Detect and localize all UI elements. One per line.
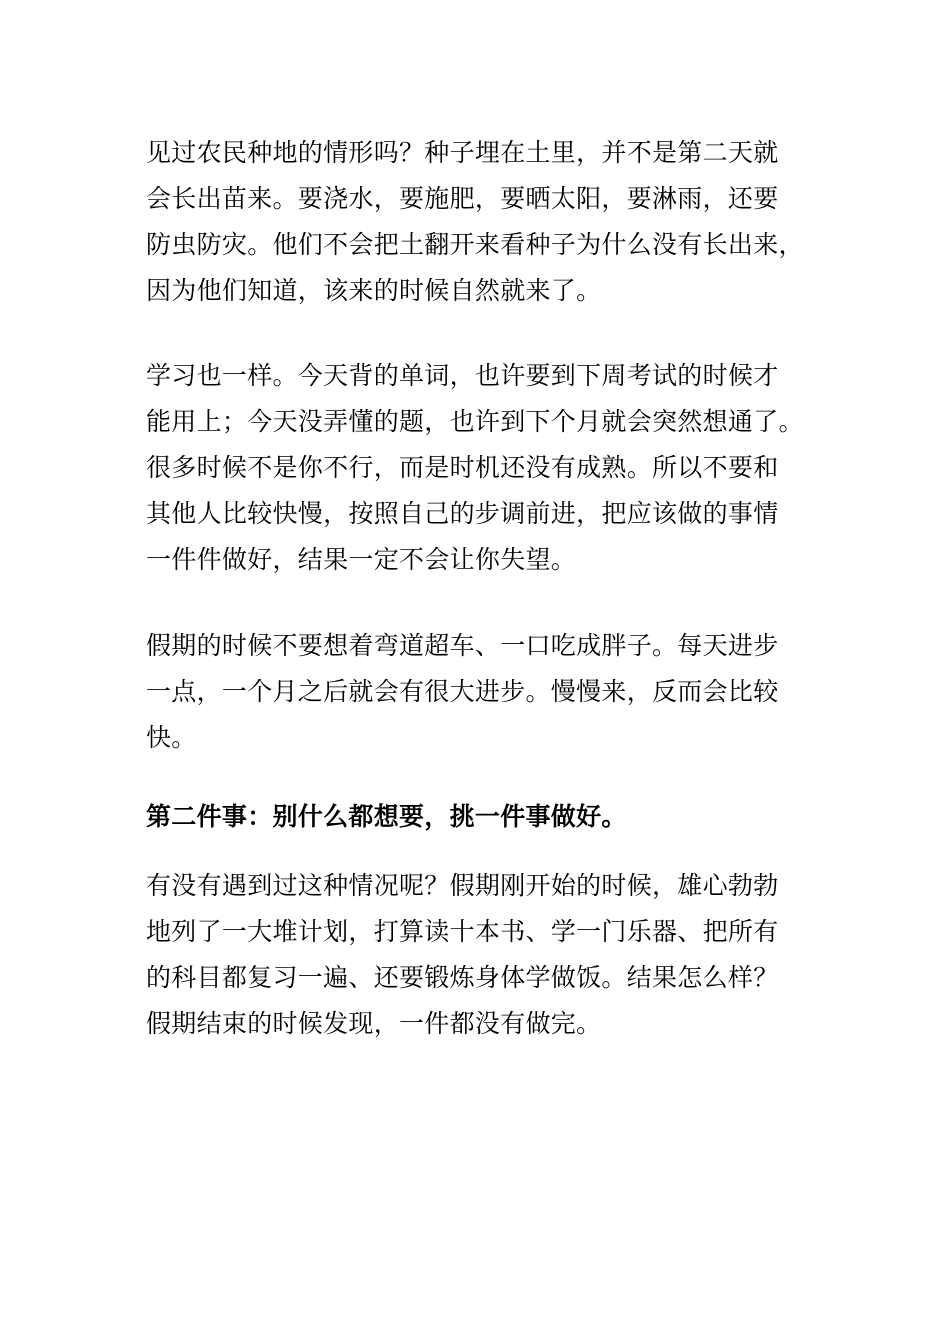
paragraph-learning: [146, 353, 806, 583]
paragraph-seeds: [146, 130, 806, 314]
paragraph-line: 快。: [146, 723, 197, 752]
paragraph-line: 假期的时候不要想着弯道超车、一口吃成胖子。每天进步: [146, 631, 779, 660]
paragraph-line: 一点，一个月之后就会有很大进步。慢慢来，反而会比较: [146, 677, 779, 706]
paragraph-line: 有没有遇到过这种情况呢？假期刚开始的时候，雄心勃勃: [146, 871, 779, 900]
section-heading: 第二件事：别什么都想要，挑一件事做好。: [146, 802, 627, 831]
paragraph-line: 防虫防灾。他们不会把土翻开来看种子为什么没有长出来，: [146, 230, 804, 259]
paragraph-line: 见过农民种地的情形吗？种子埋在土里，并不是第二天就: [146, 138, 779, 167]
paragraph-line: 假期结束的时候发现，一件都没有做完。: [146, 1009, 602, 1038]
paragraph-line: 的科目都复习一遍、还要锻炼身体学做饭。结果怎么样？: [146, 963, 779, 992]
paragraph-line: 一件件做好，结果一定不会让你失望。: [146, 545, 577, 574]
paragraph-line: 学习也一样。今天背的单词，也许要到下周考试的时候才: [146, 361, 779, 390]
paragraph-line: 因为他们知道，该来的时候自然就来了。: [146, 276, 602, 305]
paragraph-line: 能用上；今天没弄懂的题，也许到下个月就会突然想通了。: [146, 407, 804, 436]
paragraph-line: 很多时候不是你不行，而是时机还没有成熟。所以不要和: [146, 453, 779, 482]
paragraph-line: 其他人比较快慢，按照自己的步调前进，把应该做的事情: [146, 499, 779, 528]
paragraph-line: 会长出苗来。要浇水，要施肥，要晒太阳，要淋雨，还要: [146, 184, 779, 213]
paragraph-plans: [146, 863, 806, 1047]
paragraph-line: 地列了一大堆计划，打算读十本书、学一门乐器、把所有: [146, 917, 779, 946]
paragraph-holiday: [146, 623, 806, 761]
